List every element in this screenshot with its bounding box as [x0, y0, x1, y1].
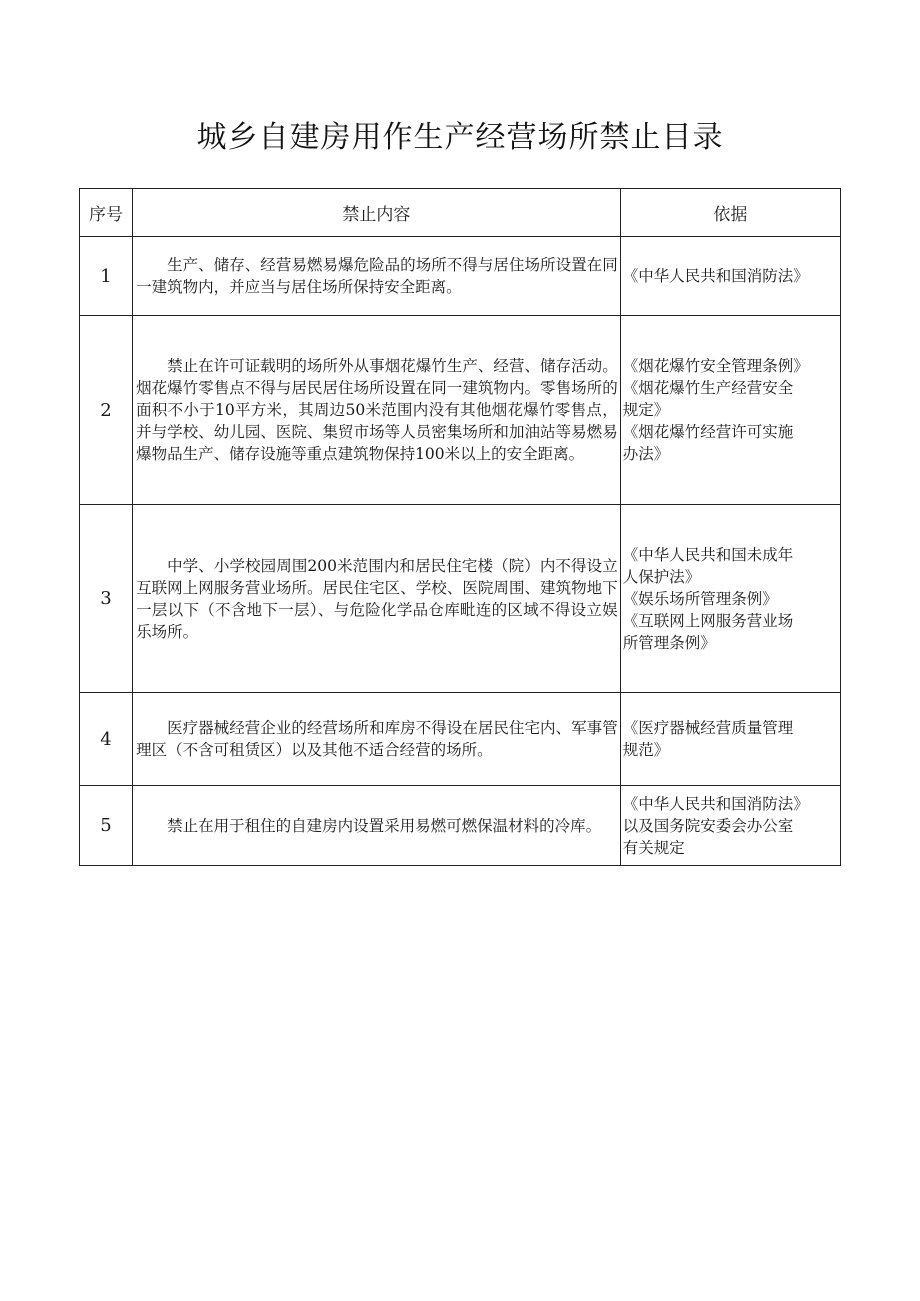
basis-line: 以及国务院安委会办公室	[622, 816, 794, 835]
basis-line: 规范》	[622, 741, 670, 759]
row-content	[133, 505, 621, 693]
header-no: 序号	[80, 189, 133, 237]
row-number: 1	[80, 237, 133, 316]
prohibition-table	[79, 188, 841, 866]
content-text: 医疗器械经营企业的经营场所和库房不得设在居民住宅内、军事管理区（不含可租赁区）以及其他不适合经营的场所。	[136, 719, 618, 759]
table-row	[80, 237, 841, 316]
row-content	[133, 237, 621, 316]
basis-line: 《互联网上网服务营业场	[622, 611, 794, 630]
basis-line: 《中华人民共和国消防法》	[622, 794, 809, 813]
basis-line: 所管理条例》	[622, 633, 716, 652]
row-number: 2	[80, 316, 133, 505]
row-content	[133, 693, 621, 786]
basis-line: 《烟花爆竹经营许可实施	[622, 423, 794, 441]
row-basis	[620, 237, 840, 316]
basis-line: 《烟花爆竹生产经营安全	[622, 379, 794, 397]
row-content	[133, 786, 621, 866]
basis-line: 《中华人民共和国消防法》	[622, 267, 809, 285]
row-basis	[620, 505, 840, 693]
row-number: 3	[80, 505, 133, 693]
row-basis	[620, 786, 840, 866]
table-row	[80, 316, 841, 505]
table-row	[80, 786, 841, 866]
basis-line: 有关规定	[622, 838, 685, 857]
table-row	[80, 693, 841, 786]
basis-line: 《娱乐场所管理条例》	[622, 589, 778, 608]
content-text: 禁止在许可证载明的场所外从事烟花爆竹生产、经营、储存活动。烟花爆竹零售点不得与居民居住场所设置在同一建筑物内。零售场所的面积不小于10平方米，其周边50米范围内没有其他烟花爆竹零售点，并与学校、幼儿园、医院、集贸市场等人员密集场所和加油站等易燃易爆物品生产、储存设施等重点建筑物保持100米以上的安全距离。	[136, 357, 618, 463]
basis-line: 《医疗器械经营质量管理	[622, 719, 794, 737]
page-title: 城乡自建房用作生产经营场所禁止目录	[196, 120, 724, 155]
table-row	[80, 505, 841, 693]
content-text: 生产、储存、经营易燃易爆危险品的场所不得与居住场所设置在同一建筑物内，并应当与居住场所保持安全距离。	[136, 256, 618, 296]
table-header-row	[80, 189, 841, 237]
row-content	[133, 316, 621, 505]
header-basis: 依据	[620, 189, 840, 237]
basis-line: 人保护法》	[622, 567, 701, 586]
row-number: 4	[80, 693, 133, 786]
content-text: 中学、小学校园周围200米范围内和居民住宅楼（院）内不得设立互联网上网服务营业场所。居民住宅区、学校、医院周围、建筑物地下一层以下（不含地下一层）、与危险化学品仓库毗连的区域不得设立娱乐场所。	[136, 556, 618, 641]
row-basis	[620, 693, 840, 786]
row-number: 5	[80, 786, 133, 866]
basis-line: 办法》	[622, 445, 670, 463]
row-basis	[620, 316, 840, 505]
basis-line: 《中华人民共和国未成年	[622, 545, 794, 564]
header-content: 禁止内容	[133, 189, 621, 237]
basis-line: 《烟花爆竹安全管理条例》	[622, 357, 809, 375]
basis-line: 规定》	[622, 401, 670, 419]
content-text: 禁止在用于租住的自建房内设置采用易燃可燃保温材料的冷库。	[167, 816, 602, 835]
